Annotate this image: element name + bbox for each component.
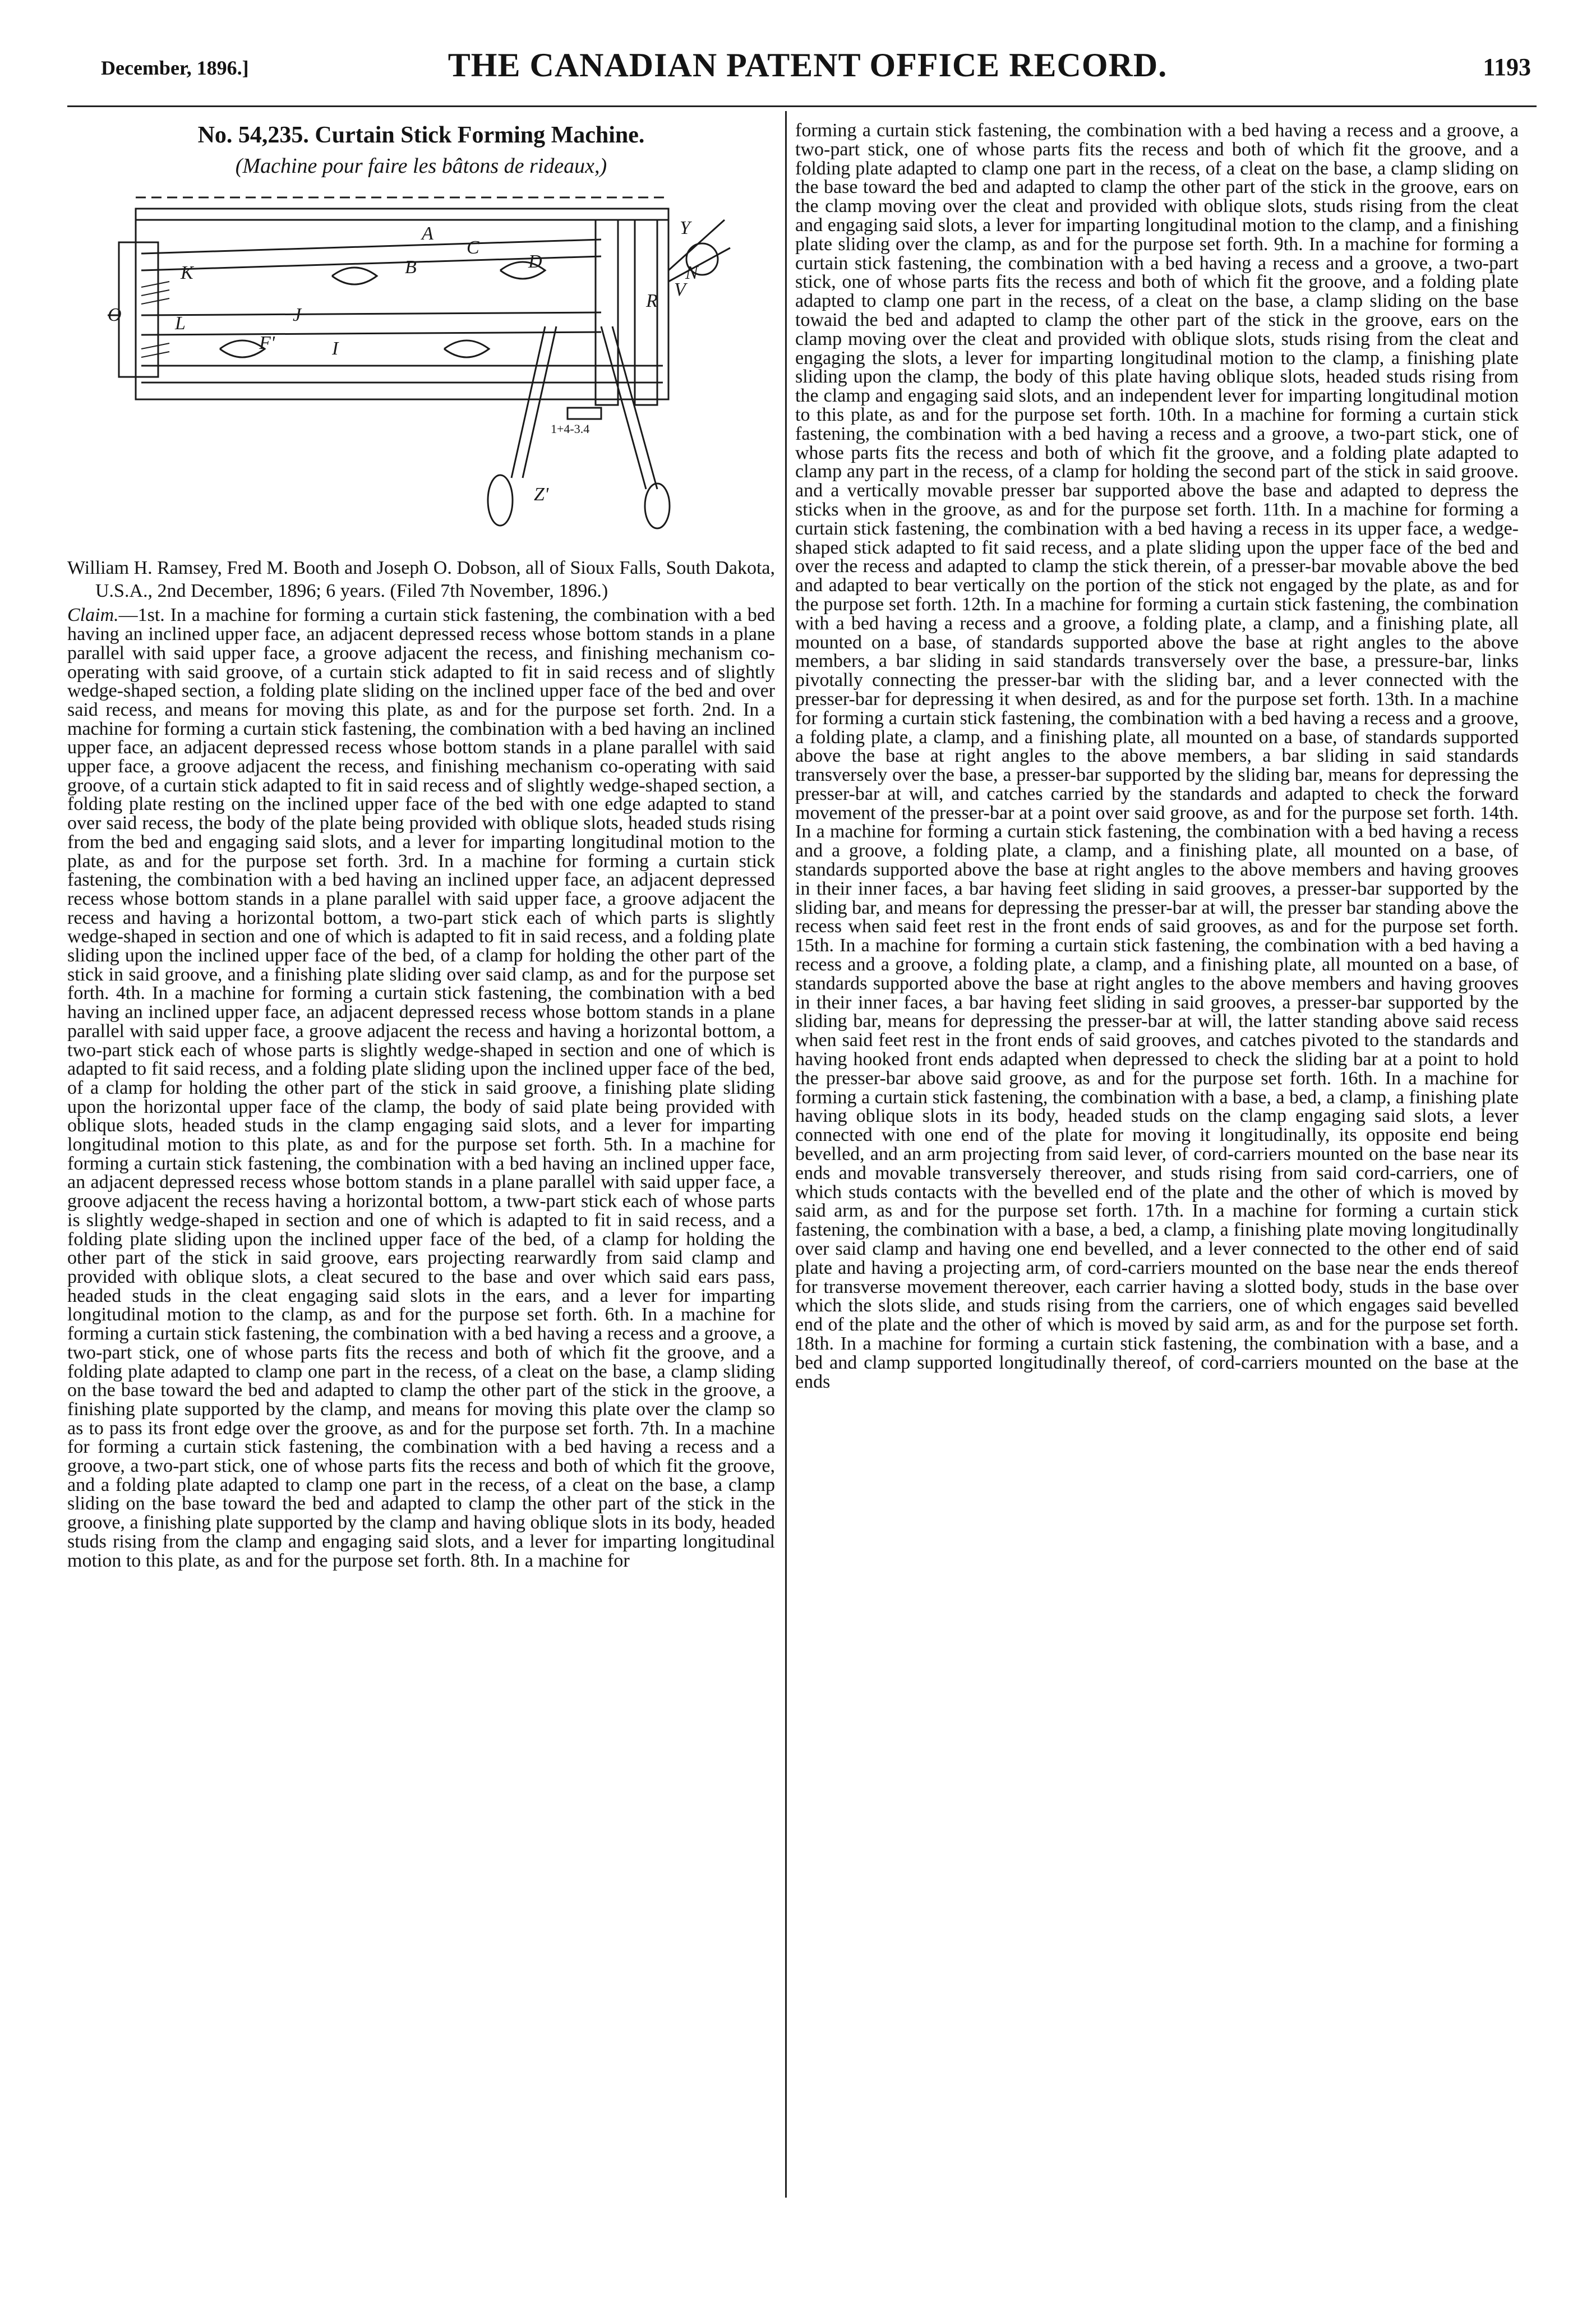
label-r: R — [646, 291, 658, 312]
header-rule — [67, 105, 1537, 107]
label-f: F' — [259, 333, 275, 354]
patent-title: No. 54,235. Curtain Stick Forming Machine. — [197, 122, 645, 148]
inventors-text: William H. Ramsey, Fred M. Booth and Joseph O. Dobson, all of Sioux Falls, South Dakota, U.S.A., 2nd December, 1896; 6 years. (Filed 7th November, 1896.) — [67, 558, 775, 602]
label-n: N — [685, 263, 698, 284]
label-k: K — [181, 263, 193, 284]
page-number: 1193 — [1483, 53, 1531, 81]
label-a: A — [422, 223, 433, 245]
publication-title: THE CANADIAN PATENT OFFICE RECORD. — [448, 47, 1168, 84]
label-d: D — [528, 251, 542, 273]
label-b: B — [405, 257, 417, 278]
machine-base-outline — [136, 209, 668, 399]
label-o: O — [108, 305, 122, 326]
scale-mark: 1+4-3.4 — [551, 422, 590, 436]
patent-french-title: (Machine pour faire les bâtons de rideaux,) — [235, 154, 607, 178]
label-c: C — [467, 237, 479, 259]
claims-right: forming a curtain stick fastening, the combination with a bed having a recess and a groove, a two-part stick, one of whose parts fits the recess and both of which fit the groove, and a folding plate adapted to clamp one part in the recess, of a cleat on the base, a clamp sliding on the base toward the bed and adapted to clamp the other part of the stick in the groove, ears on the clamp moving over the cleat and provided with oblique slots, studs rising from the cleat and engaging said slots, a lever for imparting longitudinal motion to the clamp, and a finishing plate sliding over the clamp, as and for the purpose set forth. 9th. In a machine for forming a curtain stick fastening, the combination with a bed having a recess and a groove, a two-part stick, one of whose parts fits the recess and both of which fit the groove, and a folding plate adapted to clamp one part in the recess, of a cleat on the base, a clamp sliding on the base towaid the bed and adapted to clamp the other part of the stick in the groove, ears on the clamp moving over the cleat and provided with oblique slots, studs rising from the cleat and engaging the slots, a lever for imparting longitudinal motion to the clamp, a finishing plate sliding upon the clamp, the body of this plate having oblique slots, headed studs rising from the clamp and engaging said slots, and an independent lever for imparting longitudinal motion to this plate, as and for the purpose set forth. 10th. In a machine for forming a curtain stick fastening, the combination with a bed having a recess and a groove, a two-part stick, one of whose parts fits the recess and both of which fit the groove, and a folding plate adapted to clamp any part in the recess, of a clamp for holding the second part of the stick in said groove. and a vertically movable presser bar supported above the base and adapted to depress the sticks when in the groove, as and for the purpose set forth. 11th. In a machine for forming a curtain stick fastening, the combination with a bed having a recess in its upper face, a wedge-shaped stick adapted to fit said recess, and a plate sliding upon the upper face of the bed and over the recess and adapted to clamp the stick therein, of a presser-bar movable above the bed and adapted to bear vertically on the portion of the stick not engaged by the plate, as and for the purpose set forth. 12th. In a machine for forming a curtain stick fastening, the combination with a bed having a recess and a groove, a folding plate, a clamp, and a finishing plate, all mounted on a base, of standards supported above the base at right angles to the above members, a bar sliding in said standards transversely over the base, a pressure-bar, links pivotally connecting the presser-bar with the sliding bar, and a lever connected with the presser-bar for depressing it when desired, as and for the purpose set forth. 13th. In a machine for forming a curtain stick fastening, the combination with a bed having a recess and a groove, a folding plate, a clamp, and a finishing plate, all mounted on a base, of standards supported above the base at right angles to the above members, a bar sliding in said standards transversely over the base, a presser-bar supported by the sliding bar, means for depressing the presser-bar at will, and catches carried by the standards and adapted to check the forward movement of the presser-bar at a point over said groove, as and for the purpose set forth. 14th. In a machine for forming a curtain stick fastening, the combination with a bed having a recess and a groove, a folding plate, a clamp, and a finishing plate, all mounted on a base, of standards supported above the base at right angles to the above members and having grooves in their inner faces, a bar having feet sliding in said grooves, a presser-bar supported by the sliding bar, and means for depressing the presser-bar at will, the presser bar standing above the recess when said feet rest in the front ends of said grooves, as and for the purpose set forth. 15th. In a machine for forming a curtain stick fastening, the combination with a bed having a recess and a groove, a folding plate, a clamp, and a finishing plate, all mounted on a base, of standards supported above the base at right angles to the above members and having grooves in their inner faces, a bar having feet sliding in said grooves, a presser-bar supported by the sliding bar, means for depressing the presser-bar at will, the latter standing above said recess when said feet rest in the front ends of said grooves, and catches pivoted to the standards and having hooked front ends adapted when depressed to check the sliding bar at a point to hold the presser-bar above said groove, as and for the purpose set forth. 16th. In a machine for forming a curtain stick fastening, the combination with a base, a bed, a clamp, a finishing plate having oblique slots in its body, headed studs on the clamp engaging said slots, a lever connected with one end of the plate for moving it longitudinally, its opposite end being bevelled, and an arm projecting from said lever, of cord-carriers mounted on the base near its ends and movable transversely thereover, and studs rising from said cord-carriers, one of which studs contacts with the bevelled end of the plate and the other of which is moved by said arm, as and for the purpose set forth. 17th. In a machine for forming a curtain stick fastening, the combination with a base, a bed, a clamp, a finishing plate moving longitudinally over said clamp and having one end bevelled, and a lever connected to the other end of said plate and having a projecting arm, of cord-carriers mounted on the base near the ends thereof for transverse movement thereover, each carrier having a slotted body, studs in the base over which the slots slide, and studs rising from the carriers, one of which engages said bevelled end of the plate and the other of which is moved by said arm, as and for the purpose set forth. 18th. In a machine for forming a curtain stick fastening, the combination with a base, and a bed and clamp supported longitudinally thereof, of cord-carriers mounted on the base at the ends — [795, 120, 1519, 1392]
issue-date: December, 1896.] — [101, 57, 249, 79]
claims-left — [67, 606, 775, 1570]
page-header — [84, 44, 1531, 89]
label-z: Z' — [534, 484, 549, 505]
claims-left-body: —1st. In a machine for forming a curtain stick fastening, the combination with a bed having an inclined upper face, an adjacent depressed recess whose bottom stands in a plane parallel with said upper face, a groove adjacent the recess, and finishing mechanism co-operating with said groove, of a curtain stick adapted to fit in said recess and of slightly wedge-shaped section, a folding plate sliding on the inclined upper face of the bed and over said recess, and means for moving this plate, as and for the purpose set forth. 2nd. In a machine for forming a curtain stick fastening, the combination with a bed having an inclined upper face, an adjacent depressed recess whose bottom stands in a plane parallel with said upper face, a groove adjacent the recess, and finishing mechanism co-operating with said groove, of a curtain stick adapted to fit in said recess and of slightly wedge-shaped section, a folding plate resting on the inclined upper face of the bed with one edge adapted to stand over said recess, the body of the plate being provided with oblique slots, headed studs rising from the bed and engaging said slots, and a lever for imparting longitudinal motion to the plate, as and for the purpose set forth. 3rd. In a machine for forming a curtain stick fastening, the combination with a bed having an inclined upper face, an adjacent depressed recess whose bottom stands in a plane parallel with said upper face, a groove adjacent the recess and having a horizontal bottom, a two-part stick each of which parts is slightly wedge-shaped in section and one of which is adapted to fit in said recess, and a folding plate sliding upon the inclined upper face of the bed, of a clamp for holding the other part of the stick in said groove, and a finishing plate sliding over said clamp, as and for the purpose set forth. 4th. In a machine for forming a curtain stick fastening, the combination with a bed having an inclined upper face, an adjacent depressed recess whose bottom stands in a plane parallel with said upper face, a groove adjacent the recess and having a horizontal bottom, a two-part stick each of whose parts is slightly wedge-shaped in section and one of which is adapted to fit said recess, and a folding plate sliding upon the inclined upper face of the bed, of a clamp for holding the other part of the stick in said groove, a finishing plate sliding upon the horizontal upper face of the clamp, the body of said plate being provided with oblique slots, headed studs in the clamp engaging said slots, and a lever for imparting longitudinal motion to this plate, as and for the purpose set forth. 5th. In a machine for forming a curtain stick fastening, the combination with a bed having an inclined upper face, an adjacent depressed recess whose bottom stands in a plane parallel with said upper face, a groove adjacent the recess having a horizontal bottom, a tww-part stick each of whose parts is slightly wedge-shaped in section and one of which is adapted to fit in said recess, and a folding plate sliding upon the inclined upper face of the bed, of a clamp for holding the other part of the stick in said groove, ears projecting rearwardly from said clamp and provided with oblique slots, a cleat secured to the base and over which said ears pass, headed studs in the cleat engaging said slots in the ears, and a lever for imparting longitudinal motion to the clamp, as and for the purpose set forth. 6th. In a machine for forming a curtain stick fastening, the combination with a bed having a recess and a groove, a two-part stick, one of whose parts fits the recess and both of which fit the groove, and a folding plate adapted to clamp one part in the recess, of a cleat on the base, a clamp sliding on the base toward the bed and adapted to clamp the other part of the stick in the groove, a finishing plate supported by the clamp, and means for moving this plate over the clamp so as to pass its front edge over the groove, as and for the purpose set forth. 7th. In a machine for forming a curtain stick fastening, the combination with a bed having a recess and a groove, a two-part stick, one of whose parts fits the recess and both of which fit the groove, and a folding plate adapted to clamp one part in the recess, of a cleat on the base, a clamp sliding on the base toward the bed and adapted to clamp the other part of the stick in the groove, a finishing plate supported by the clamp and having oblique slots in its body, headed studs rising from the clamp and engaging said slots, and a lever for imparting longitudinal motion to this plate, as and for the purpose set forth. 8th. In a machine for — [67, 605, 775, 1571]
right-column — [795, 121, 1519, 1391]
label-v: V — [674, 279, 686, 301]
label-y: Y — [680, 218, 690, 239]
column-divider — [785, 111, 787, 2198]
patent-drawing — [108, 186, 753, 534]
label-i: I — [332, 338, 339, 360]
left-column — [67, 121, 775, 1570]
claim-label: Claim. — [67, 605, 119, 626]
label-l: L — [175, 313, 186, 334]
machine-illustration — [108, 186, 753, 534]
label-j: J — [293, 305, 302, 326]
